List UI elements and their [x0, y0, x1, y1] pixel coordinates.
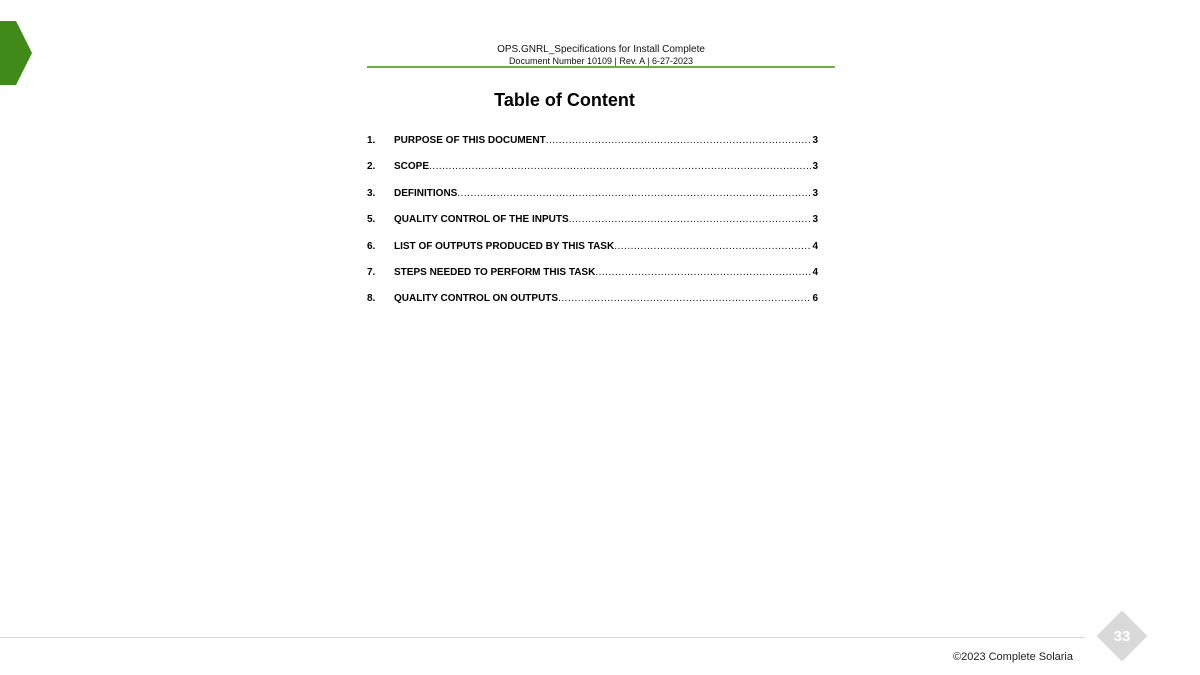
toc-entry[interactable] [367, 187, 818, 213]
copyright-text: ©2023 Complete Solaria [952, 651, 1073, 663]
toc-entry-page: 3 [812, 187, 818, 199]
toc-entry-page: 3 [812, 135, 818, 146]
toc-entry[interactable] [367, 160, 818, 186]
table-of-contents [367, 134, 818, 319]
toc-entry-number: 1. [367, 135, 376, 146]
toc-entry-page: 3 [812, 161, 818, 173]
toc-entry-page: 6 [812, 293, 818, 305]
toc-entry-text: DEFINITIONS [394, 187, 458, 199]
toc-entry[interactable] [367, 240, 818, 266]
toc-entry-number: 6. [367, 240, 376, 252]
toc-entry-text: PURPOSE OF THIS DOCUMENT [394, 135, 546, 146]
header-divider [367, 66, 835, 68]
toc-leader-dots [457, 187, 811, 201]
toc-leader-dots [558, 292, 811, 306]
toc-entry-number: 3. [367, 187, 376, 199]
toc-leader-dots [614, 240, 811, 254]
toc-entry-text: LIST OF OUTPUTS PRODUCED BY THIS TASK [394, 240, 615, 252]
toc-entry-number: 2. [367, 161, 376, 173]
toc-entry-page: 4 [812, 240, 818, 252]
toc-entry[interactable] [367, 292, 818, 318]
toc-leader-dots [429, 160, 811, 174]
toc-entry[interactable] [367, 134, 818, 160]
toc-entry-number: 8. [367, 293, 376, 305]
toc-entry[interactable] [367, 266, 818, 292]
toc-entry-page: 4 [812, 266, 818, 278]
document-header-title: OPS.GNRL_Specifications for Install Complete [497, 44, 705, 55]
chevron-right-icon [0, 21, 32, 85]
toc-leader-dots [546, 134, 812, 148]
toc-entry-text: QUALITY CONTROL ON OUTPUTS [394, 293, 559, 305]
document-header [367, 44, 835, 67]
toc-leader-dots [595, 266, 811, 280]
footer-divider [0, 637, 1085, 638]
document-header-subtitle: Document Number 10109 | Rev. A | 6-27-2023 [508, 56, 694, 66]
toc-entry-text: SCOPE [394, 161, 430, 173]
toc-entry[interactable] [367, 213, 818, 239]
toc-entry-number: 7. [367, 266, 376, 278]
page-number: 33 [1113, 628, 1131, 645]
toc-entry-text: STEPS NEEDED TO PERFORM THIS TASK [394, 266, 596, 278]
toc-title: Table of Content [494, 90, 635, 110]
toc-entry-text: QUALITY CONTROL OF THE INPUTS [394, 214, 569, 226]
toc-leader-dots [569, 213, 812, 227]
toc-entry-number: 5. [367, 214, 376, 226]
toc-entry-page: 3 [812, 214, 818, 226]
